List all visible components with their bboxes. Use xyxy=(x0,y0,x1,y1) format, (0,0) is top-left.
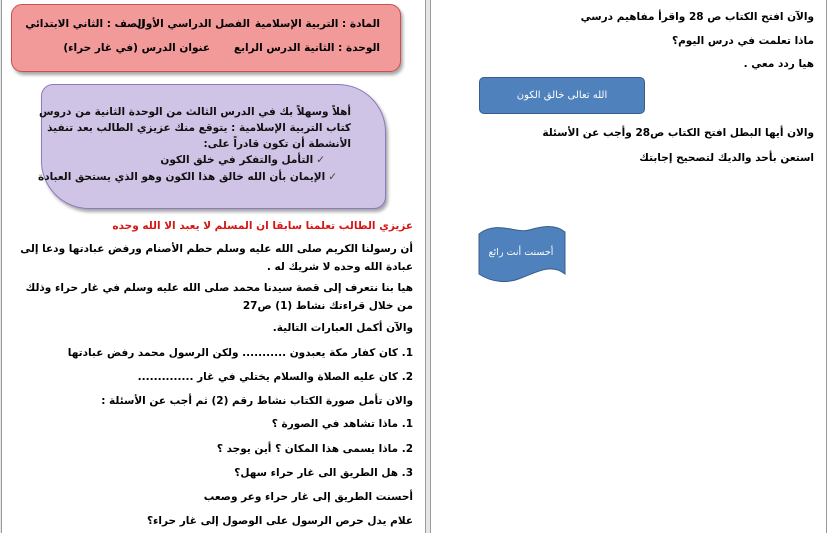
objective-text-1: التأمل والتفكر في خلق الكون xyxy=(160,154,314,166)
learned-question: ماذا تعلمت في درس اليوم؟ xyxy=(672,35,814,47)
lesson-header-box xyxy=(11,4,401,72)
praise-text: أحسنت أنت رائع xyxy=(488,247,554,258)
fill-question-2: 2. كان عليه الصلاة والسلام يختلي في غار .............. xyxy=(137,371,413,383)
image-question-1: 1. ماذا تشاهد في الصورة ؟ xyxy=(271,418,413,430)
image-instruction: والان تأمل صورة الكتاب نشاط رقم (2) ثم أجب عن الأسئلة : xyxy=(101,395,413,407)
image-question-3: 3. هل الطريق الى غار حراء سهل؟ xyxy=(234,467,413,479)
praise-wave-shape xyxy=(477,224,567,286)
image-question-2: 2. ماذا يسمى هذا المكان ؟ أين يوجد ؟ xyxy=(216,443,413,455)
lesson-title-label: عنوان الدرس (في غار حراء) xyxy=(63,42,210,54)
check-icon: ✓ xyxy=(328,171,337,183)
answer-instruction: والان أيها البطل افتح الكتاب ص28 وأجب عن الأسئلة xyxy=(542,127,814,139)
fill-question-1: 1. كان كفار مكة يعبدون ........... ولكن الرسول محمد رفض عبادتها xyxy=(67,347,413,359)
concept-text: الله تعالى خالق الكون xyxy=(516,90,608,101)
right-page xyxy=(430,0,827,533)
repeat-with-me: هيا ردد معي . xyxy=(743,58,814,70)
intro-line-2: كتاب التربية الإسلامية : يتوقع منك عزيزي الطالب بعد تنفيذ xyxy=(47,122,351,134)
well-done-line: أحسنت الطريق إلى غار حراء وعر وصعب xyxy=(203,491,413,503)
reminder-line: عزيزي الطالب تعلمنا سابقا ان المسلم لا يعبد الا الله وحده xyxy=(112,220,413,232)
left-page xyxy=(1,0,426,533)
final-question: علام يدل حرص الرسول على الوصول إلى غار حراء؟ xyxy=(146,515,413,527)
check-icon: ✓ xyxy=(316,154,325,166)
parent-help-line: استعن بأحد والديك لتصحيح إجابتك xyxy=(639,152,814,164)
semester-label: الفصل الدراسي الأول xyxy=(136,18,250,30)
subject-label: المادة : التربية الإسلامية xyxy=(254,18,380,30)
paragraph-prophet: أن رسولنا الكريم صلى الله عليه وسلم حطم الأصنام ورفض عبادتها ودعا إلى عبادة الله وحده لا شريك له . xyxy=(20,243,413,273)
lesson-objectives-box xyxy=(38,84,386,209)
objective-text-2: الإيمان بأن الله خالق هذا الكون وهو الذي يستحق العبادة xyxy=(38,171,326,183)
paragraph-activity: هيا بنا نتعرف إلى قصة سيدنا محمد صلى الله عليه وسلم في غار حراء وذلك من خلال قراءتك نشاط (1) ص27 xyxy=(25,282,413,312)
objective-item-2 xyxy=(38,171,337,183)
unit-label: الوحدة : الثانية الدرس الرابع xyxy=(233,42,380,54)
complete-instruction: والآن أكمل العبارات التالية. xyxy=(272,322,413,334)
intro-line-1: أهلاً وسهلاً بك في الدرس الثالث من الوحدة الثانية من دروس xyxy=(38,106,351,118)
concept-box xyxy=(479,77,645,114)
grade-label: الصف : الثاني الابتدائي xyxy=(25,18,145,30)
intro-line-3: الأنشطة أن تكون قادراً على: xyxy=(203,138,351,150)
objective-item-1 xyxy=(160,154,325,166)
open-book-line: والآن افتح الكتاب ص 28 واقرأ مفاهيم درسي xyxy=(580,11,814,23)
